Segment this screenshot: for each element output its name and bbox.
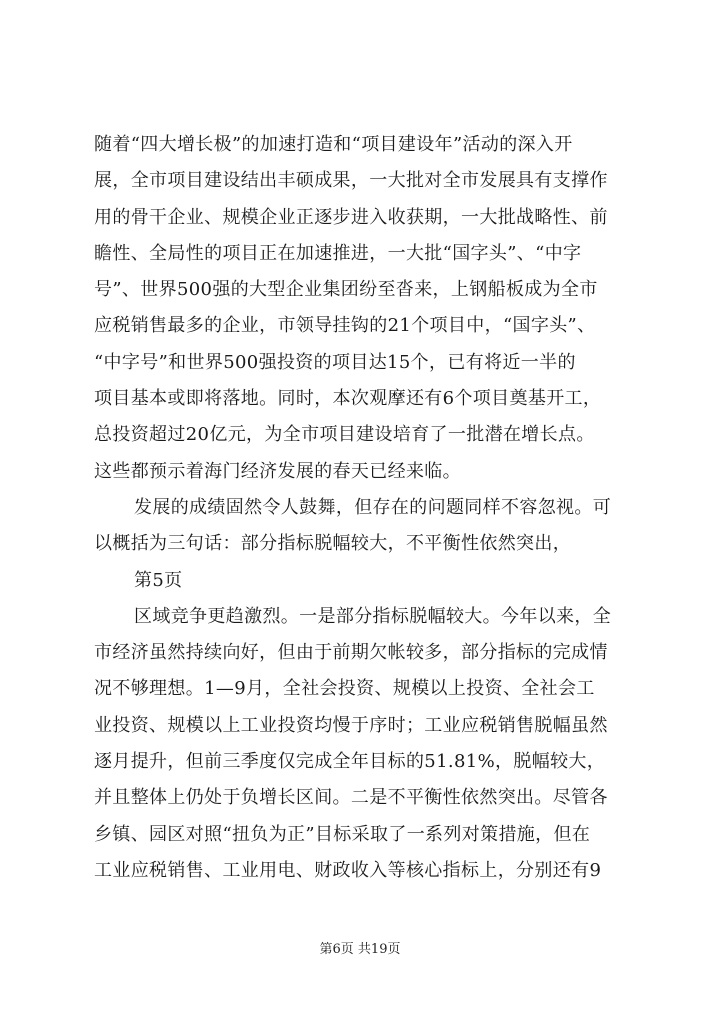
text-line: 业投资、规模以上工业投资均慢于序时；工业应税销售脱幅虽然 [94,714,608,736]
text-line: 况不够理想。1—9月，全社会投资、规模以上投资、全社会工 [94,678,595,700]
text-line: 并且整体上仍处于负增长区间。二是不平衡性依然突出。尽管各 [94,787,608,809]
text-line: 号”、世界500强的大型企业集团纷至沓来，上钢船板成为全市 [94,279,598,301]
body-text [94,127,634,889]
text-line: 应税销售最多的企业，市领导挂钩的21个项目中，“国字头”、 [94,315,596,337]
text-line: “中字号”和世界500强投资的项目达15个，已有将近一半的 [94,351,576,373]
text-line: 区域竞争更趋激烈。一是部分指标脱幅较大。今年以来，全 [134,605,612,627]
text-line: 瞻性、全局性的项目正在加速推进，一大批“国字头”、“中字 [94,242,582,264]
text-line: 市经济虽然持续向好，但由于前期欠帐较多，部分指标的完成情 [94,642,608,664]
text-line: 发展的成绩固然令人鼓舞，但存在的问题同样不容忽视。可 [134,496,612,518]
page-marker: 第5页 [134,569,183,591]
text-line: 工业应税销售、工业用电、财政收入等核心指标上，分别还有9 [94,859,602,881]
text-line: 用的骨干企业、规模企业正逐步进入收获期，一大批战略性、前 [94,206,608,228]
text-line: 项目基本或即将落地。同时，本次观摩还有6个项目奠基开工， [94,388,602,410]
text-line: 展，全市项目建设结出丰硕成果，一大批对全市发展具有支撑作 [94,170,608,192]
text-line: 随着“四大增长极”的加速打造和“项目建设年”活动的深入开 [94,134,573,155]
text-line: 乡镇、园区对照“扭负为正”目标采取了一系列对策措施，但在 [94,823,591,845]
text-line: 总投资超过20亿元，为全市项目建设培育了一批潜在增长点。 [94,424,595,446]
text-line: 逐月提升，但前三季度仅完成全年目标的51.81%，脱幅较大， [94,751,606,773]
page-footer: 第6页 共19页 [319,942,401,957]
text-line: 这些都预示着海门经济发展的春天已经来临。 [94,460,461,482]
text-line: 以概括为三句话：部分指标脱幅较大，不平衡性依然突出， [94,533,572,555]
